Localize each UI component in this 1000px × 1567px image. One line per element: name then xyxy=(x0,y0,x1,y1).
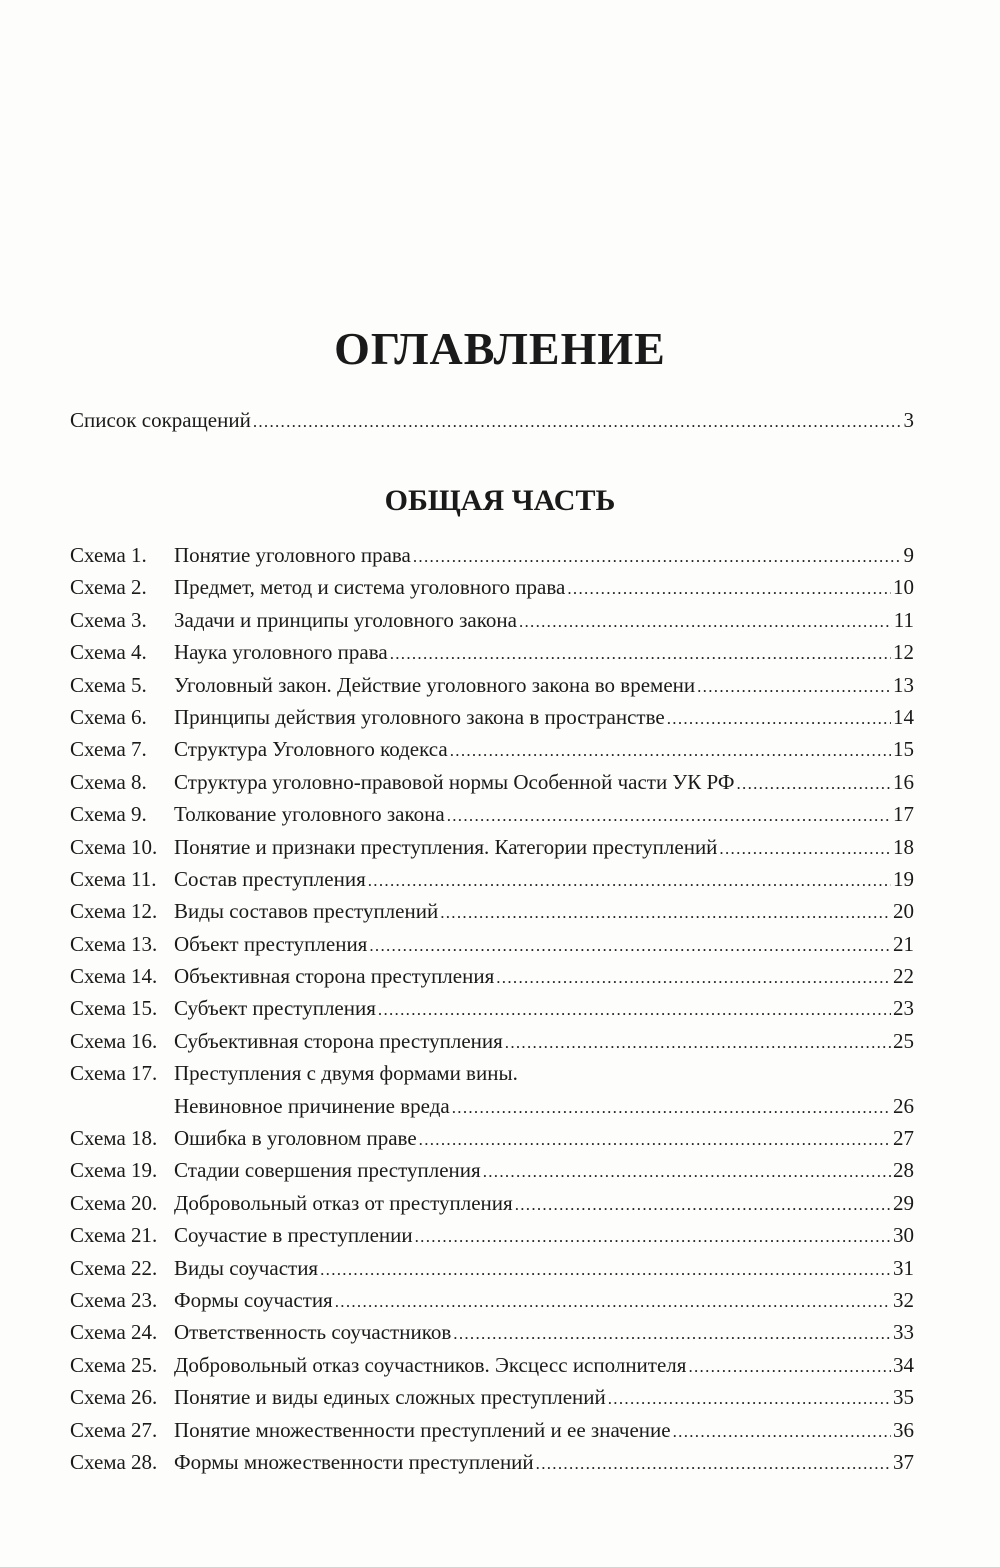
scheme-label: Схема 3. xyxy=(70,607,147,632)
page-number: 21 xyxy=(893,931,914,956)
page-number: 26 xyxy=(893,1093,914,1118)
toc-entry[interactable] xyxy=(70,928,914,960)
toc-entry[interactable] xyxy=(70,1154,914,1186)
page-title: ОГЛАВЛЕНИЕ xyxy=(334,323,666,374)
entry-title-continuation: Невиновное причинение вреда xyxy=(174,1093,450,1118)
scheme-label: Схема 9. xyxy=(70,802,147,827)
entry-title: Добровольный отказ соучастников. Эксцесс исполнителя xyxy=(174,1352,687,1377)
toc-entry[interactable] xyxy=(70,1219,914,1251)
toc-entry[interactable] xyxy=(70,992,914,1024)
dot-leader xyxy=(253,406,902,438)
toc-entry[interactable] xyxy=(70,701,914,733)
scheme-label: Схема 19. xyxy=(70,1158,158,1183)
dot-leader xyxy=(483,1156,891,1188)
dot-leader xyxy=(390,638,891,670)
page-number: 11 xyxy=(893,607,914,632)
dot-leader xyxy=(719,833,891,865)
toc-entry[interactable] xyxy=(70,1316,914,1348)
entry-title: Толкование уголовного закона xyxy=(174,802,445,827)
entry-title: Состав преступления xyxy=(174,866,366,891)
dot-leader xyxy=(369,930,891,962)
entry-title: Структура уголовно-правовой нормы Особенной части УК РФ xyxy=(174,769,735,794)
dot-leader xyxy=(450,735,891,767)
dot-leader xyxy=(697,671,891,703)
scheme-label: Схема 10. xyxy=(70,834,158,859)
page-number: 15 xyxy=(893,737,914,762)
toc-entry[interactable] xyxy=(70,1187,914,1219)
page-number: 22 xyxy=(893,964,914,989)
entry-title: Стадии совершения преступления xyxy=(174,1158,481,1183)
toc-entry[interactable] xyxy=(70,1122,914,1154)
toc-intro-row[interactable] xyxy=(70,404,914,438)
toc-entry[interactable] xyxy=(70,1284,914,1316)
entry-title: Задачи и принципы уголовного закона xyxy=(174,607,517,632)
entry-title: Принципы действия уголовного закона в пространстве xyxy=(174,704,665,729)
page-number: 32 xyxy=(893,1288,914,1312)
entry-title: Добровольный отказ от преступления xyxy=(174,1190,513,1215)
entry-title: Объект преступления xyxy=(174,931,368,956)
dot-leader xyxy=(515,1189,891,1221)
scheme-label: Схема 11. xyxy=(70,866,157,891)
scheme-label: Схема 1. xyxy=(70,543,147,567)
toc-entry[interactable] xyxy=(70,571,914,603)
page-number: 25 xyxy=(893,1028,914,1053)
scheme-label: Схема 25. xyxy=(70,1352,158,1377)
toc-entry[interactable] xyxy=(70,863,914,895)
dot-leader xyxy=(608,1383,891,1415)
scheme-label: Схема 17. xyxy=(70,1061,158,1086)
page-number: 9 xyxy=(903,543,914,567)
entry-title: Соучастие в преступлении xyxy=(174,1223,413,1248)
entry-title: Предмет, метод и система уголовного права xyxy=(174,575,566,600)
entry-title: Наука уголовного права xyxy=(174,640,388,665)
page-number: 29 xyxy=(893,1190,914,1215)
toc-entry[interactable] xyxy=(70,1414,914,1446)
toc-entry[interactable] xyxy=(70,831,914,863)
section-title: ОБЩАЯ ЧАСТЬ xyxy=(384,484,616,517)
dot-leader xyxy=(452,1092,891,1124)
entry-title: Уголовный закон. Действие уголовного закона во времени xyxy=(174,672,696,697)
dot-leader xyxy=(688,1351,891,1383)
toc-entry[interactable] xyxy=(70,733,914,765)
scheme-label: Схема 15. xyxy=(70,996,158,1021)
toc-entry[interactable] xyxy=(70,960,914,992)
toc-entry[interactable] xyxy=(70,798,914,830)
entry-title: Виды составов преступлений xyxy=(174,899,439,924)
scheme-label: Схема 7. xyxy=(70,737,147,762)
page-number: 17 xyxy=(893,802,914,827)
page-number: 33 xyxy=(893,1320,914,1345)
toc-entry[interactable] xyxy=(70,604,914,636)
page-number: 36 xyxy=(893,1417,914,1442)
entry-title: Понятие и виды единых сложных преступлений xyxy=(174,1385,606,1410)
dot-leader xyxy=(413,541,902,573)
scheme-label: Схема 24. xyxy=(70,1320,158,1345)
toc-entry[interactable] xyxy=(70,1446,914,1478)
entry-title: Формы множественности преступлений xyxy=(174,1449,534,1474)
page-number: 31 xyxy=(893,1255,914,1280)
page-number: 19 xyxy=(893,866,914,891)
dot-leader xyxy=(505,1027,891,1059)
entry-title: Ошибка в уголовном праве xyxy=(174,1126,417,1151)
page-number: 18 xyxy=(893,834,914,859)
page-number: 12 xyxy=(893,640,914,665)
scheme-label: Схема 2. xyxy=(70,575,147,600)
dot-leader xyxy=(536,1448,891,1480)
page-number: 28 xyxy=(893,1158,914,1183)
entry-title: Объективная сторона преступления xyxy=(174,964,495,989)
dot-leader xyxy=(567,573,891,605)
scheme-label: Схема 6. xyxy=(70,704,147,729)
toc-entry[interactable] xyxy=(70,766,914,798)
dot-leader xyxy=(415,1221,891,1253)
page-number: 27 xyxy=(893,1126,914,1151)
toc-entry[interactable] xyxy=(70,895,914,927)
toc-list xyxy=(70,539,914,1478)
dot-leader xyxy=(519,606,892,638)
page-number: 14 xyxy=(893,704,914,729)
entry-title: Виды соучастия xyxy=(174,1255,319,1280)
entry-title: Структура Уголовного кодекса xyxy=(174,737,448,762)
entry-title: Понятие уголовного права xyxy=(174,543,411,567)
dot-leader xyxy=(673,1416,891,1448)
toc-entry[interactable] xyxy=(70,1252,914,1284)
scheme-label: Схема 12. xyxy=(70,899,158,924)
page-number: 30 xyxy=(893,1223,914,1248)
dot-leader xyxy=(667,703,891,735)
dot-leader xyxy=(447,800,891,832)
dot-leader xyxy=(453,1318,891,1350)
scheme-label: Схема 5. xyxy=(70,672,147,697)
page-number: 10 xyxy=(893,575,914,600)
scheme-label: Схема 8. xyxy=(70,769,147,794)
scheme-label: Схема 18. xyxy=(70,1126,158,1151)
scheme-label: Схема 26. xyxy=(70,1385,158,1410)
page-number: 16 xyxy=(893,769,914,794)
toc-entry[interactable] xyxy=(70,1381,914,1413)
toc-entry[interactable] xyxy=(70,1349,914,1381)
entry-title: Понятие множественности преступлений и ее значение xyxy=(174,1417,671,1442)
toc-entry[interactable] xyxy=(70,539,914,571)
dot-leader xyxy=(368,865,891,897)
entry-title: Формы соучастия xyxy=(174,1288,333,1312)
intro-page-number: 3 xyxy=(903,408,914,432)
dot-leader xyxy=(378,994,891,1026)
toc-entry[interactable] xyxy=(70,669,914,701)
page-number: 13 xyxy=(893,672,914,697)
page-number: 37 xyxy=(893,1449,914,1474)
entry-title: Субъективная сторона преступления xyxy=(174,1028,503,1053)
page-number: 35 xyxy=(893,1385,914,1410)
page-number: 20 xyxy=(893,899,914,924)
scheme-label: Схема 4. xyxy=(70,640,147,665)
entry-title: Понятие и признаки преступления. Категории преступлений xyxy=(174,834,718,859)
scheme-label: Схема 28. xyxy=(70,1449,158,1474)
scheme-label: Схема 21. xyxy=(70,1223,158,1248)
scheme-label: Схема 14. xyxy=(70,964,158,989)
page-number: 23 xyxy=(893,996,914,1021)
entry-title: Преступления с двумя формами вины. xyxy=(174,1061,518,1086)
dot-leader xyxy=(440,897,891,929)
dot-leader xyxy=(496,962,891,994)
toc-entry[interactable] xyxy=(70,636,914,668)
dot-leader xyxy=(736,768,891,800)
entry-title: Ответственность соучастников xyxy=(174,1320,452,1345)
scheme-label: Схема 13. xyxy=(70,931,158,956)
scheme-label: Схема 20. xyxy=(70,1190,158,1215)
dot-leader xyxy=(335,1286,891,1318)
scheme-label: Схема 16. xyxy=(70,1028,158,1053)
dot-leader xyxy=(320,1254,891,1286)
scheme-label: Схема 22. xyxy=(70,1255,158,1280)
scheme-label: Схема 23. xyxy=(70,1288,158,1312)
entry-title: Субъект преступления xyxy=(174,996,376,1021)
toc-entry[interactable] xyxy=(70,1057,914,1122)
intro-title: Список сокращений xyxy=(70,408,251,432)
toc-entry[interactable] xyxy=(70,1025,914,1057)
scheme-label: Схема 27. xyxy=(70,1417,158,1442)
dot-leader xyxy=(419,1124,891,1156)
page-number: 34 xyxy=(893,1352,914,1377)
